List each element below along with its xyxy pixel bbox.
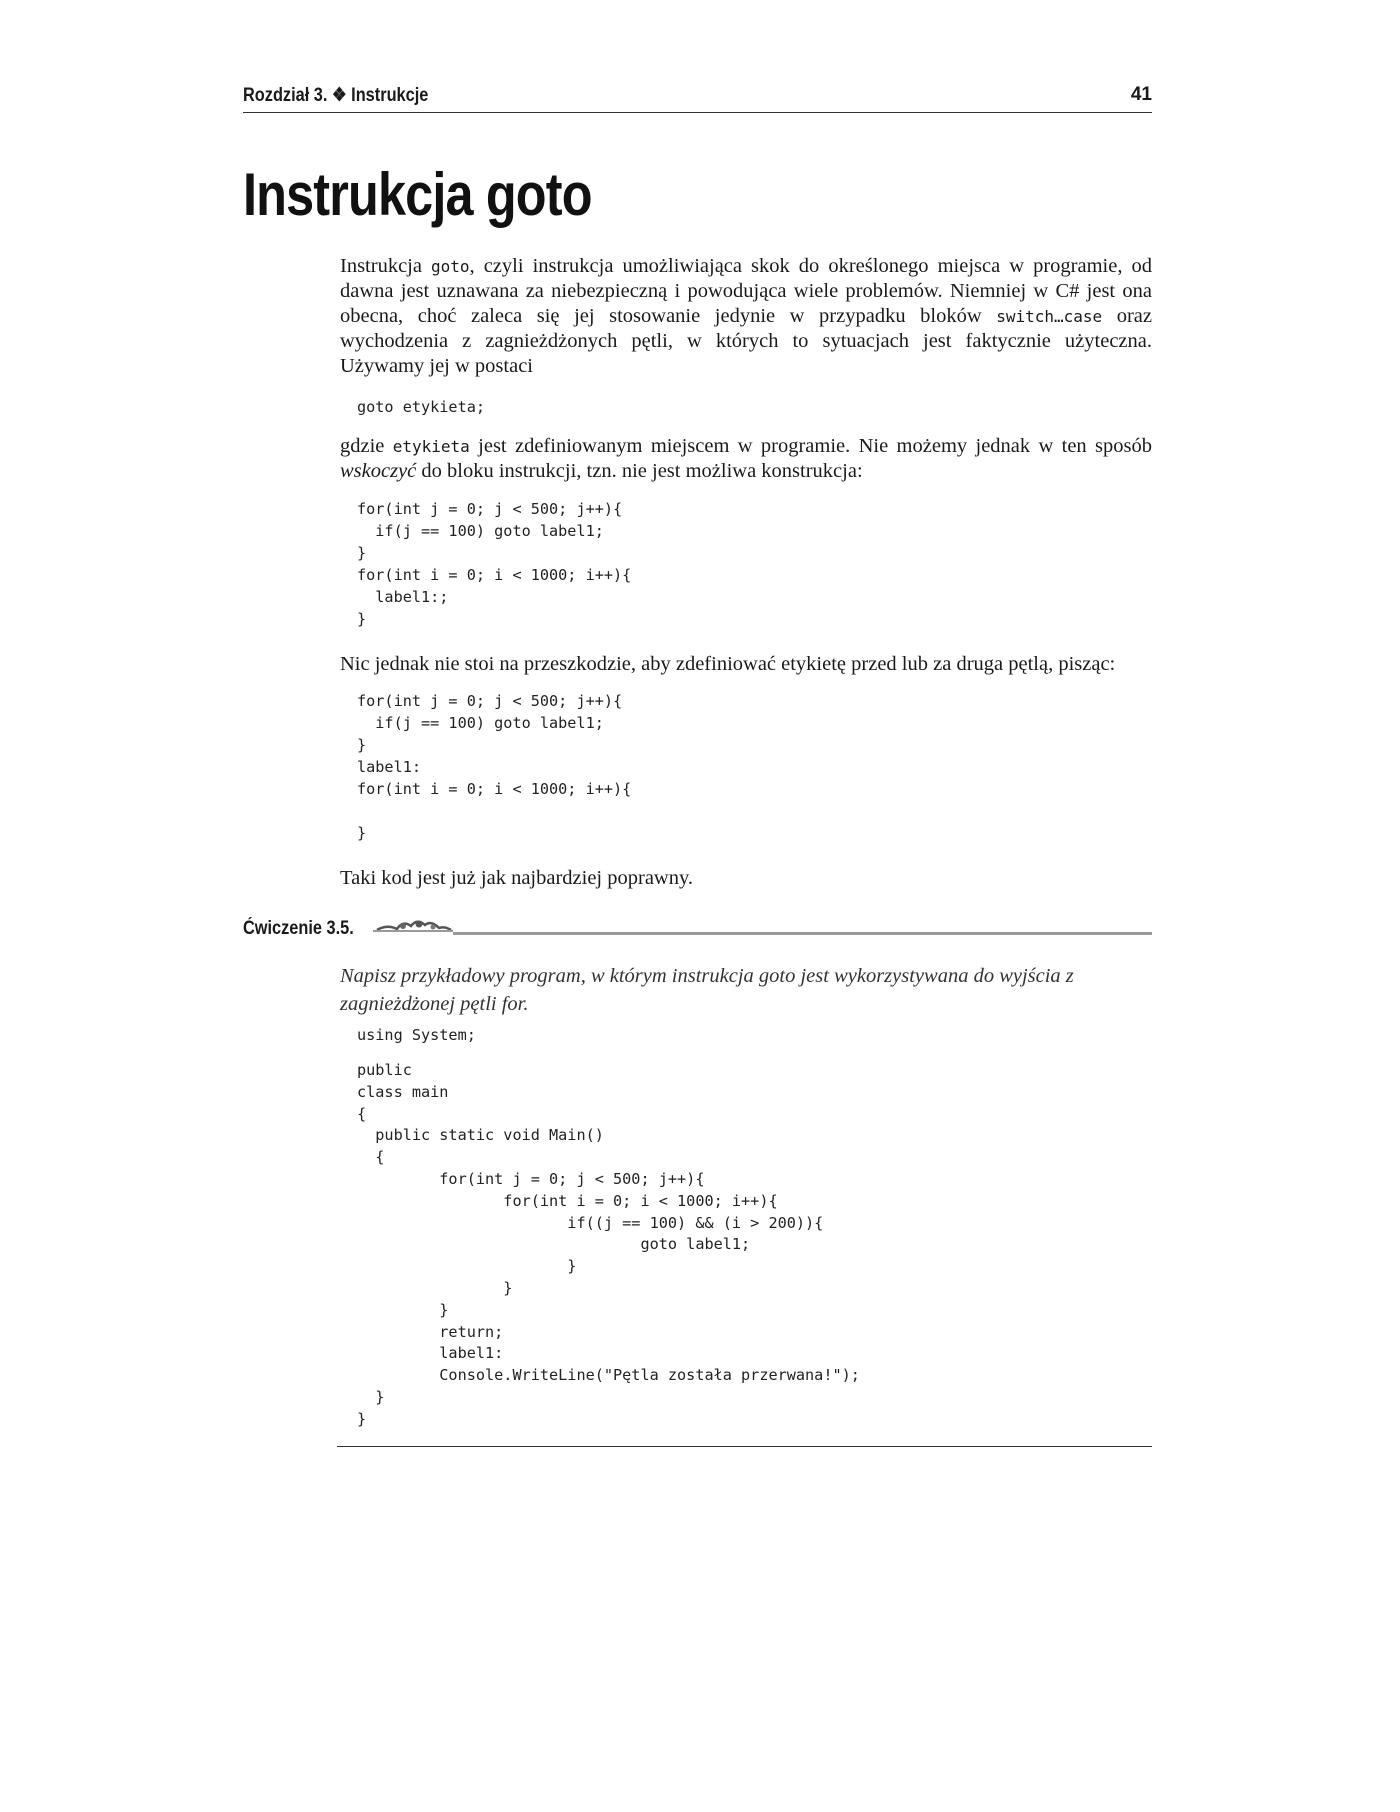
para3-text: Nic jednak nie stoi na przeszkodzie, aby zdefiniować etykietę przed lub za druga pętlą, pisząc: — [340, 653, 1116, 675]
para4-text: Taki kod jest już jak najbardziej poprawny. — [340, 867, 694, 889]
ornament-icon — [373, 914, 453, 938]
paragraph-conclusion — [340, 866, 1152, 891]
section-title: Instrukcja goto — [243, 161, 592, 228]
intro-text-2: , czyli instrukcja umożliwiająca skok do określonego miejsca w programie, od dawna jest uznawana za niebezpieczną i powodująca wiele problemów. Niemniej w C# jest ona obecna, choć zaleca się jej stosowanie jedynie w przypadku bloków — [340, 255, 1152, 327]
para2-emphasis: wskoczyć — [340, 460, 417, 482]
inline-code-goto: goto — [431, 257, 470, 276]
paragraph-label-definition — [340, 434, 1152, 484]
code-valid-example: for(int j = 0; j < 500; j++){ if(j == 100) goto label1; } label1: for(int i = 0; i < 1000; i++){ } — [357, 692, 632, 842]
code-using-directive: using System; — [357, 1026, 476, 1044]
intro-paragraph — [340, 254, 1152, 379]
page-number: 41 — [1130, 84, 1152, 105]
page-header — [243, 84, 1152, 113]
code-exercise-program: public class main { public static void Main() { for(int j = 0; j < 500; j++){ for(int i = 0; i < 1000; i++){ if((j == 100) && (i > 200)){ goto label1; } } } return; label1: Console.WriteLine("Pętla została przerwana!"); } } — [357, 1061, 860, 1428]
exercise-rule — [379, 932, 1152, 935]
paragraph-valid-intro — [340, 652, 1152, 677]
inline-code-switch-case: switch…case — [996, 307, 1103, 326]
exercise-heading — [243, 916, 1152, 942]
para2-text-1: gdzie — [340, 435, 393, 457]
code-syntax: goto etykieta; — [357, 398, 486, 416]
running-head: Rozdział 3. ❖ Instrukcje — [243, 85, 429, 106]
exercise-end-rule — [337, 1446, 1152, 1447]
code-invalid-example: for(int j = 0; j < 500; j++){ if(j == 100) goto label1; } for(int i = 0; i < 1000; i++){ label1:; } — [357, 500, 632, 628]
intro-text-3: oraz wychodzenia z zagnieżdżonych pętli, w których to sytuacjach jest faktycznie użyteczna. Używamy jej w postaci — [340, 305, 1152, 377]
para2-text-2: jest zdefiniowanym miejscem w programie. Nie możemy jednak w ten sposób — [469, 435, 1152, 457]
inline-code-etykieta: etykieta — [392, 437, 470, 456]
exercise-instruction: Napisz przykładowy program, w którym instrukcja goto jest wykorzystywana do wyjścia z zagnieżdżonej pętli for. — [340, 965, 1074, 1015]
intro-text-1: Instrukcja — [340, 255, 432, 277]
para2-text-3: do bloku instrukcji, tzn. nie jest możliwa konstrukcja: — [416, 460, 863, 482]
exercise-label: Ćwiczenie 3.5. — [243, 918, 354, 939]
